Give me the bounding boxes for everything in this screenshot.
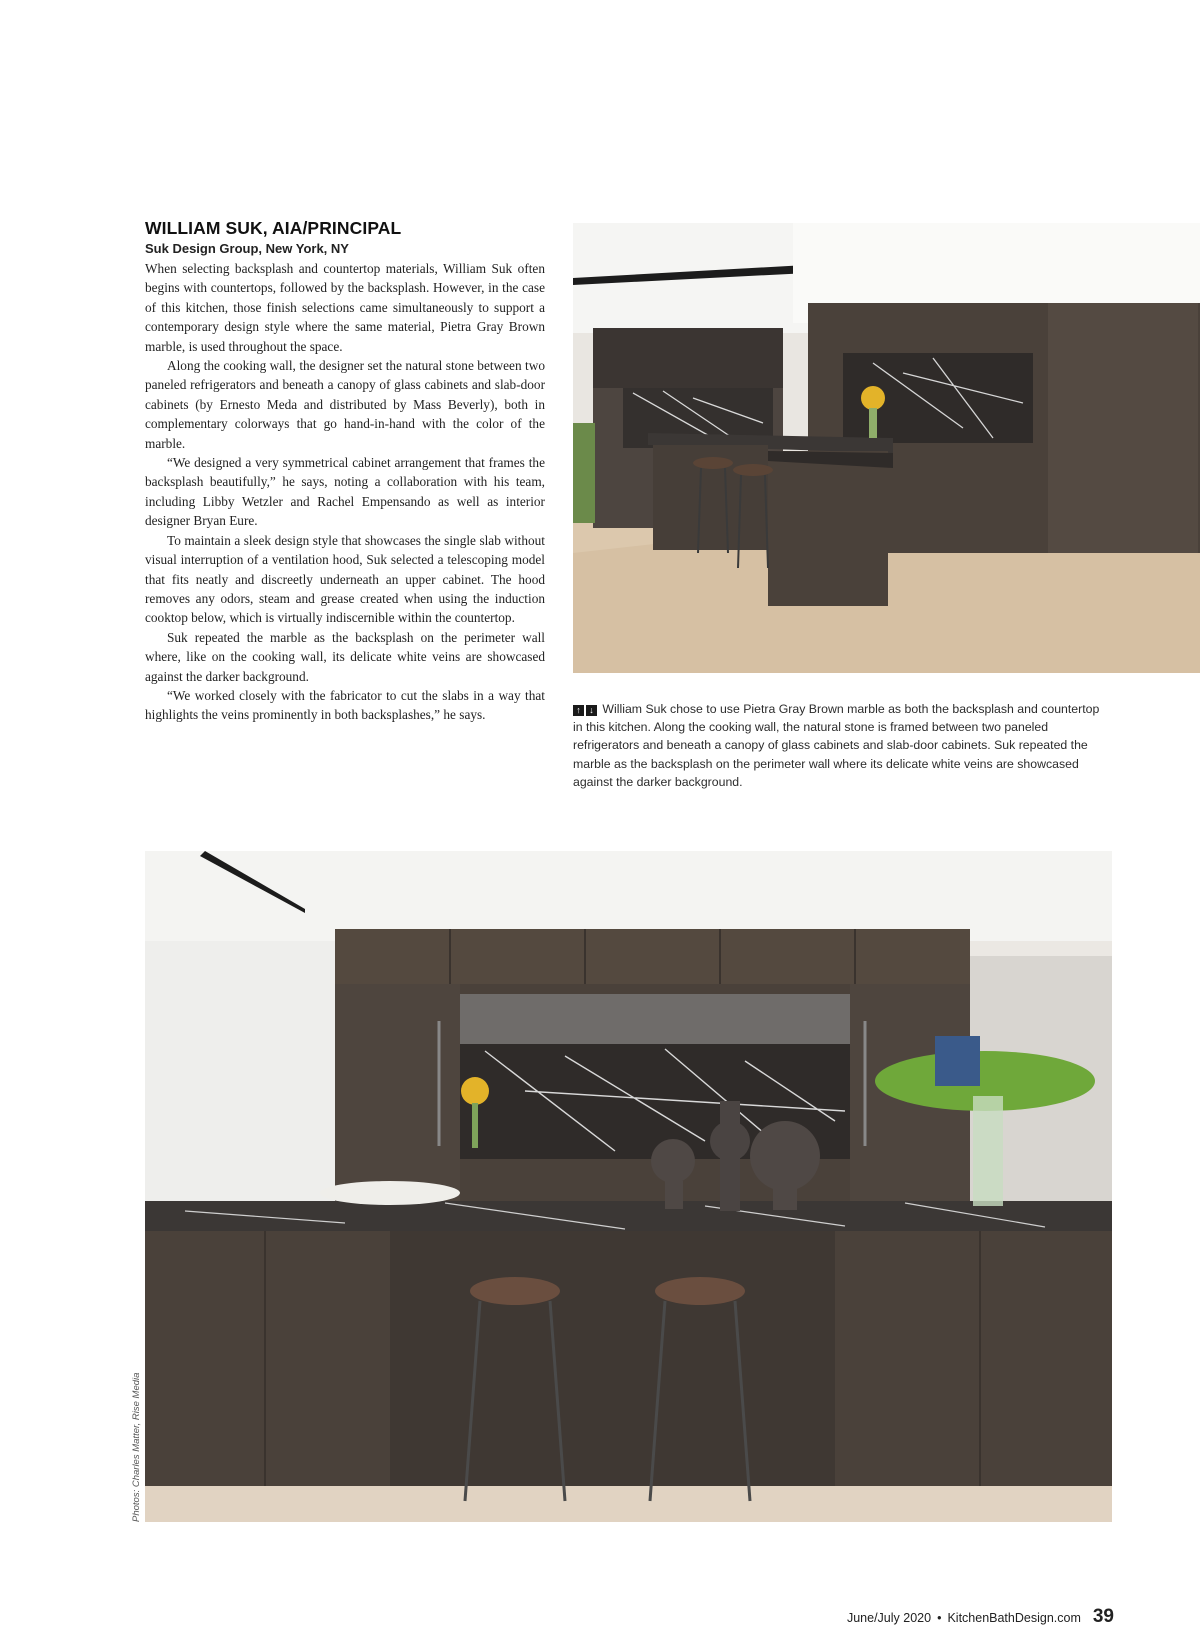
paragraph: Along the cooking wall, the designer set the natural stone between two paneled refrigerators and beneath a canopy of glass cabinets and slab-door cabinets (by Ernesto Meda and distributed by Mass Beverly), both in complementary colorways that go hand-in-hand with the color of the marble.	[145, 358, 545, 451]
footer-separator: •	[937, 1611, 942, 1625]
issue-date: June/July 2020	[846, 1611, 932, 1625]
website-link[interactable]: KitchenBathDesign.com	[947, 1611, 1081, 1625]
paragraph: “We worked closely with the fabricator to cut the slabs in a way that highlights the veins prominently in both backsplashes,” he says.	[145, 687, 545, 723]
arrow-down-icon: ↓	[586, 705, 597, 716]
article-headline: WILLIAM SUK, AIA/PRINCIPAL	[145, 218, 402, 238]
page-footer	[847, 1606, 1114, 1628]
article	[145, 218, 545, 725]
paragraph: When selecting backsplash and countertop materials, William Suk often begins with countertops, followed by the backsplash. However, in the case of this kitchen, those finish selections came simultaneously to support a contemporary design style where the same material, Pietra Gray Brown marble, is used throughout the space.	[145, 261, 545, 354]
paragraph: Suk repeated the marble as the backsplash on the perimeter wall where, like on the cooking wall, its delicate white veins are showcased against the darker background.	[145, 629, 545, 684]
photo-credit: Photos: Charles Matter, Rise Media	[131, 1372, 142, 1522]
kitchen-photo-angled	[573, 223, 1200, 673]
article-body	[145, 259, 545, 725]
caption-text: William Suk chose to use Pietra Gray Brown marble as both the backsplash and countertop in this kitchen. Along the cooking wall, the natural stone is framed between two paneled refrigerators and beneath a canopy of glass cabinets and slab-door cabinets. Suk repeated the marble as the backsplash on the perimeter wall where its delicate white veins are showcased against the darker background.	[573, 702, 1100, 789]
arrow-up-icon: ↑	[573, 705, 584, 716]
photo-caption	[573, 700, 1103, 791]
paragraph: To maintain a sleek design style that showcases the single slab without visual interruption of a ventilation hood, Suk selected a telescoping model that fits neatly and discreetly underneath an upper cabinet. The hood removes any odors, steam and grease created when using the induction cooktop below, which is virtually indiscernible within the countertop.	[145, 532, 545, 626]
paragraph: “We designed a very symmetrical cabinet arrangement that frames the backsplash beautifully,” he says, noting a collaboration with his team, including Libby Wetzler and Rachel Empensando as well as interior designer Bryan Eure.	[145, 455, 545, 529]
kitchen-photo-frontal	[145, 851, 1112, 1522]
page-number: 39	[1092, 1606, 1114, 1627]
article-subhead: Suk Design Group, New York, NY	[145, 241, 349, 256]
